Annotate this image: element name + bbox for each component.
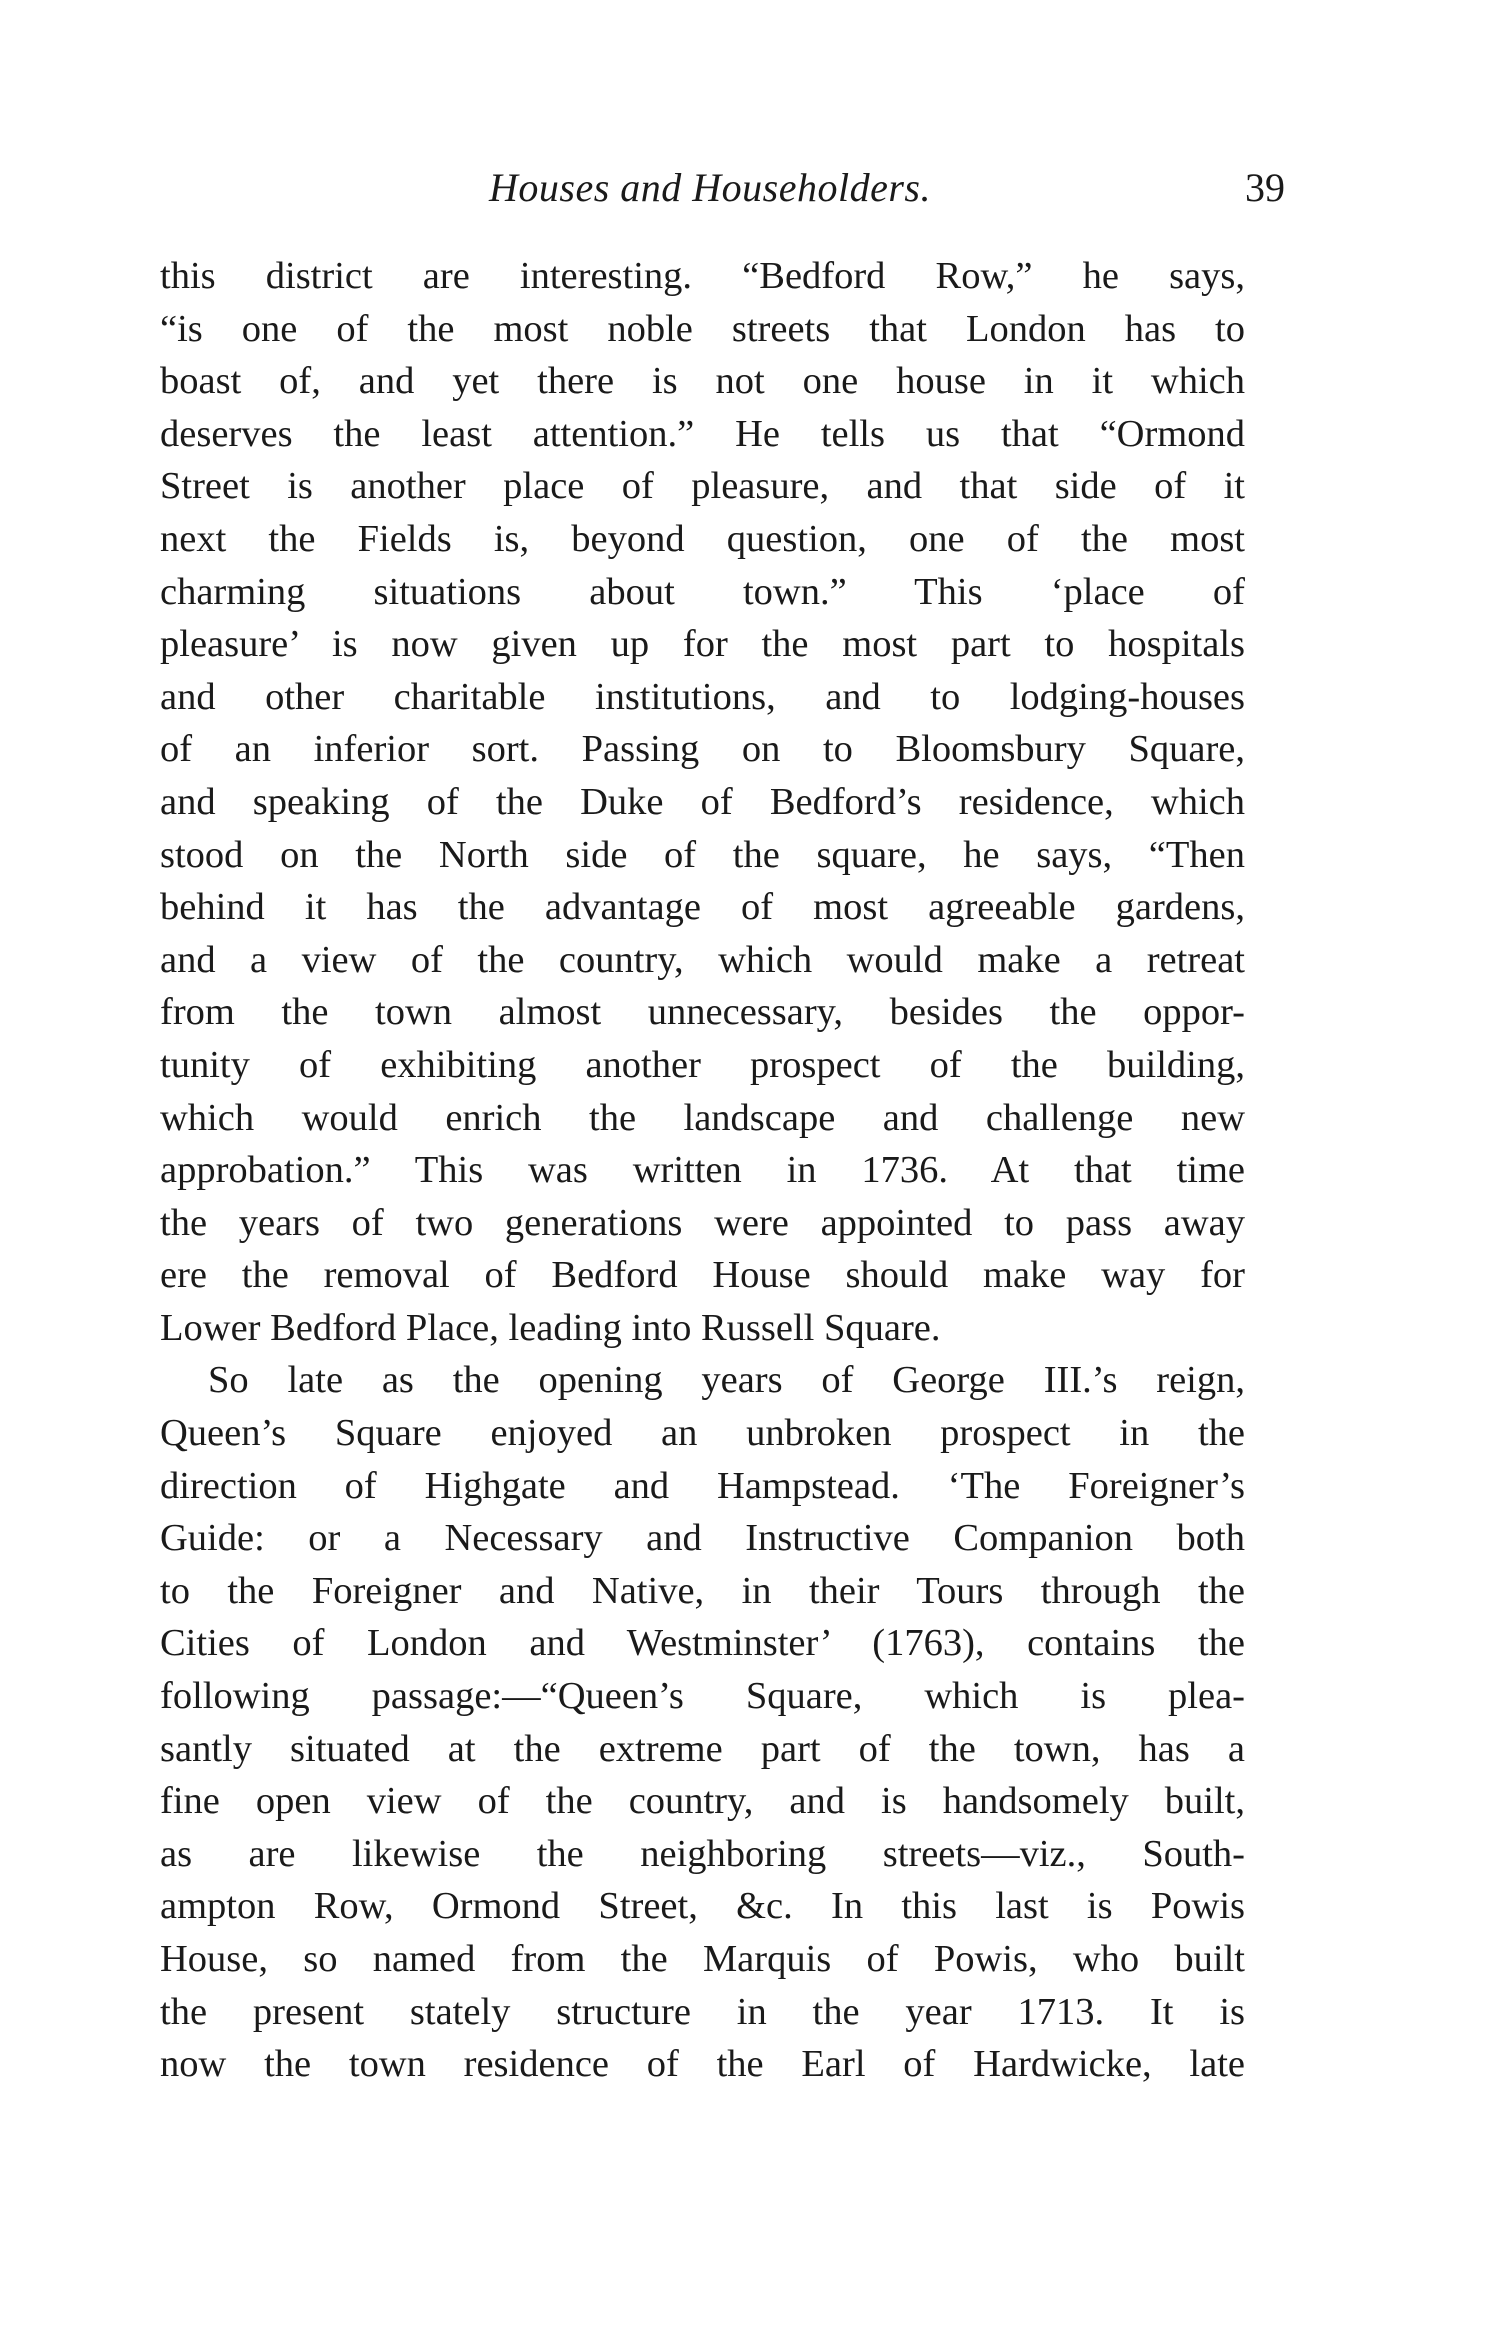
running-title: Houses and Householders. <box>489 165 931 210</box>
paragraph-2 <box>160 1354 1245 2090</box>
text-line: pleasure’ is now given up for the most part to hospitals <box>160 623 1245 666</box>
text-line: and a view of the country, which would make a retreat <box>160 938 1245 981</box>
text-line: which would enrich the landscape and challenge new <box>160 1096 1245 1139</box>
text-line: the present stately structure in the year 1713. It is <box>160 1990 1245 2033</box>
text-line: behind it has the advantage of most agreeable gardens, <box>160 886 1245 929</box>
paragraph-1 <box>160 250 1245 1354</box>
text-line: ampton Row, Ormond Street, &c. In this last is Powis <box>160 1885 1245 1928</box>
text-line: and other charitable institutions, and to lodging-houses <box>160 675 1245 718</box>
text-line: ere the removal of Bedford House should make way for <box>160 1254 1245 1297</box>
body-text <box>160 250 1245 2091</box>
text-line: So late as the opening years of George III.’s reign, <box>208 1359 1245 1402</box>
text-line: Street is another place of pleasure, and that side of it <box>160 465 1245 508</box>
text-line: now the town residence of the Earl of Hardwicke, late <box>160 2043 1245 2086</box>
text-line: deserves the least attention.” He tells us that “Ormond <box>160 412 1245 455</box>
text-line: stood on the North side of the square, he says, “Then <box>160 833 1245 876</box>
text-line: Guide: or a Necessary and Instructive Companion both <box>160 1517 1245 1560</box>
text-line: fine open view of the country, and is handsomely built, <box>160 1780 1245 1823</box>
text-line: approbation.” This was written in 1736. At that time <box>160 1149 1245 1192</box>
text-line: of an inferior sort. Passing on to Bloomsbury Square, <box>160 728 1245 771</box>
text-line: as are likewise the neighboring streets—viz., South- <box>160 1832 1245 1875</box>
text-line: boast of, and yet there is not one house in it which <box>160 360 1245 403</box>
text-line: to the Foreigner and Native, in their Tours through the <box>160 1569 1245 1612</box>
text-line: “is one of the most noble streets that London has to <box>160 307 1245 350</box>
text-line: Queen’s Square enjoyed an unbroken prospect in the <box>160 1412 1245 1455</box>
text-line: this district are interesting. “Bedford Row,” he says, <box>160 255 1245 297</box>
text-line: next the Fields is, beyond question, one of the most <box>160 517 1245 560</box>
page-number: 39 <box>1245 165 1285 210</box>
text-line: Cities of London and Westminster’ (1763), contains the <box>160 1622 1245 1665</box>
text-line: Lower Bedford Place, leading into Russell Square. <box>160 1306 941 1349</box>
text-line: santly situated at the extreme part of the town, has a <box>160 1727 1245 1770</box>
text-line: the years of two generations were appointed to pass away <box>160 1201 1245 1244</box>
text-line: tunity of exhibiting another prospect of the building, <box>160 1043 1245 1086</box>
running-head <box>160 158 1285 218</box>
text-line: charming situations about town.” This ‘place of <box>160 570 1245 613</box>
text-line: and speaking of the Duke of Bedford’s residence, which <box>160 780 1245 823</box>
text-line: following passage:—“Queen’s Square, which is plea- <box>160 1675 1245 1718</box>
text-line: from the town almost unnecessary, besides the oppor- <box>160 991 1245 1034</box>
text-line: direction of Highgate and Hampstead. ‘The Foreigner’s <box>160 1464 1245 1507</box>
text-line: House, so named from the Marquis of Powis, who built <box>160 1938 1245 1980</box>
